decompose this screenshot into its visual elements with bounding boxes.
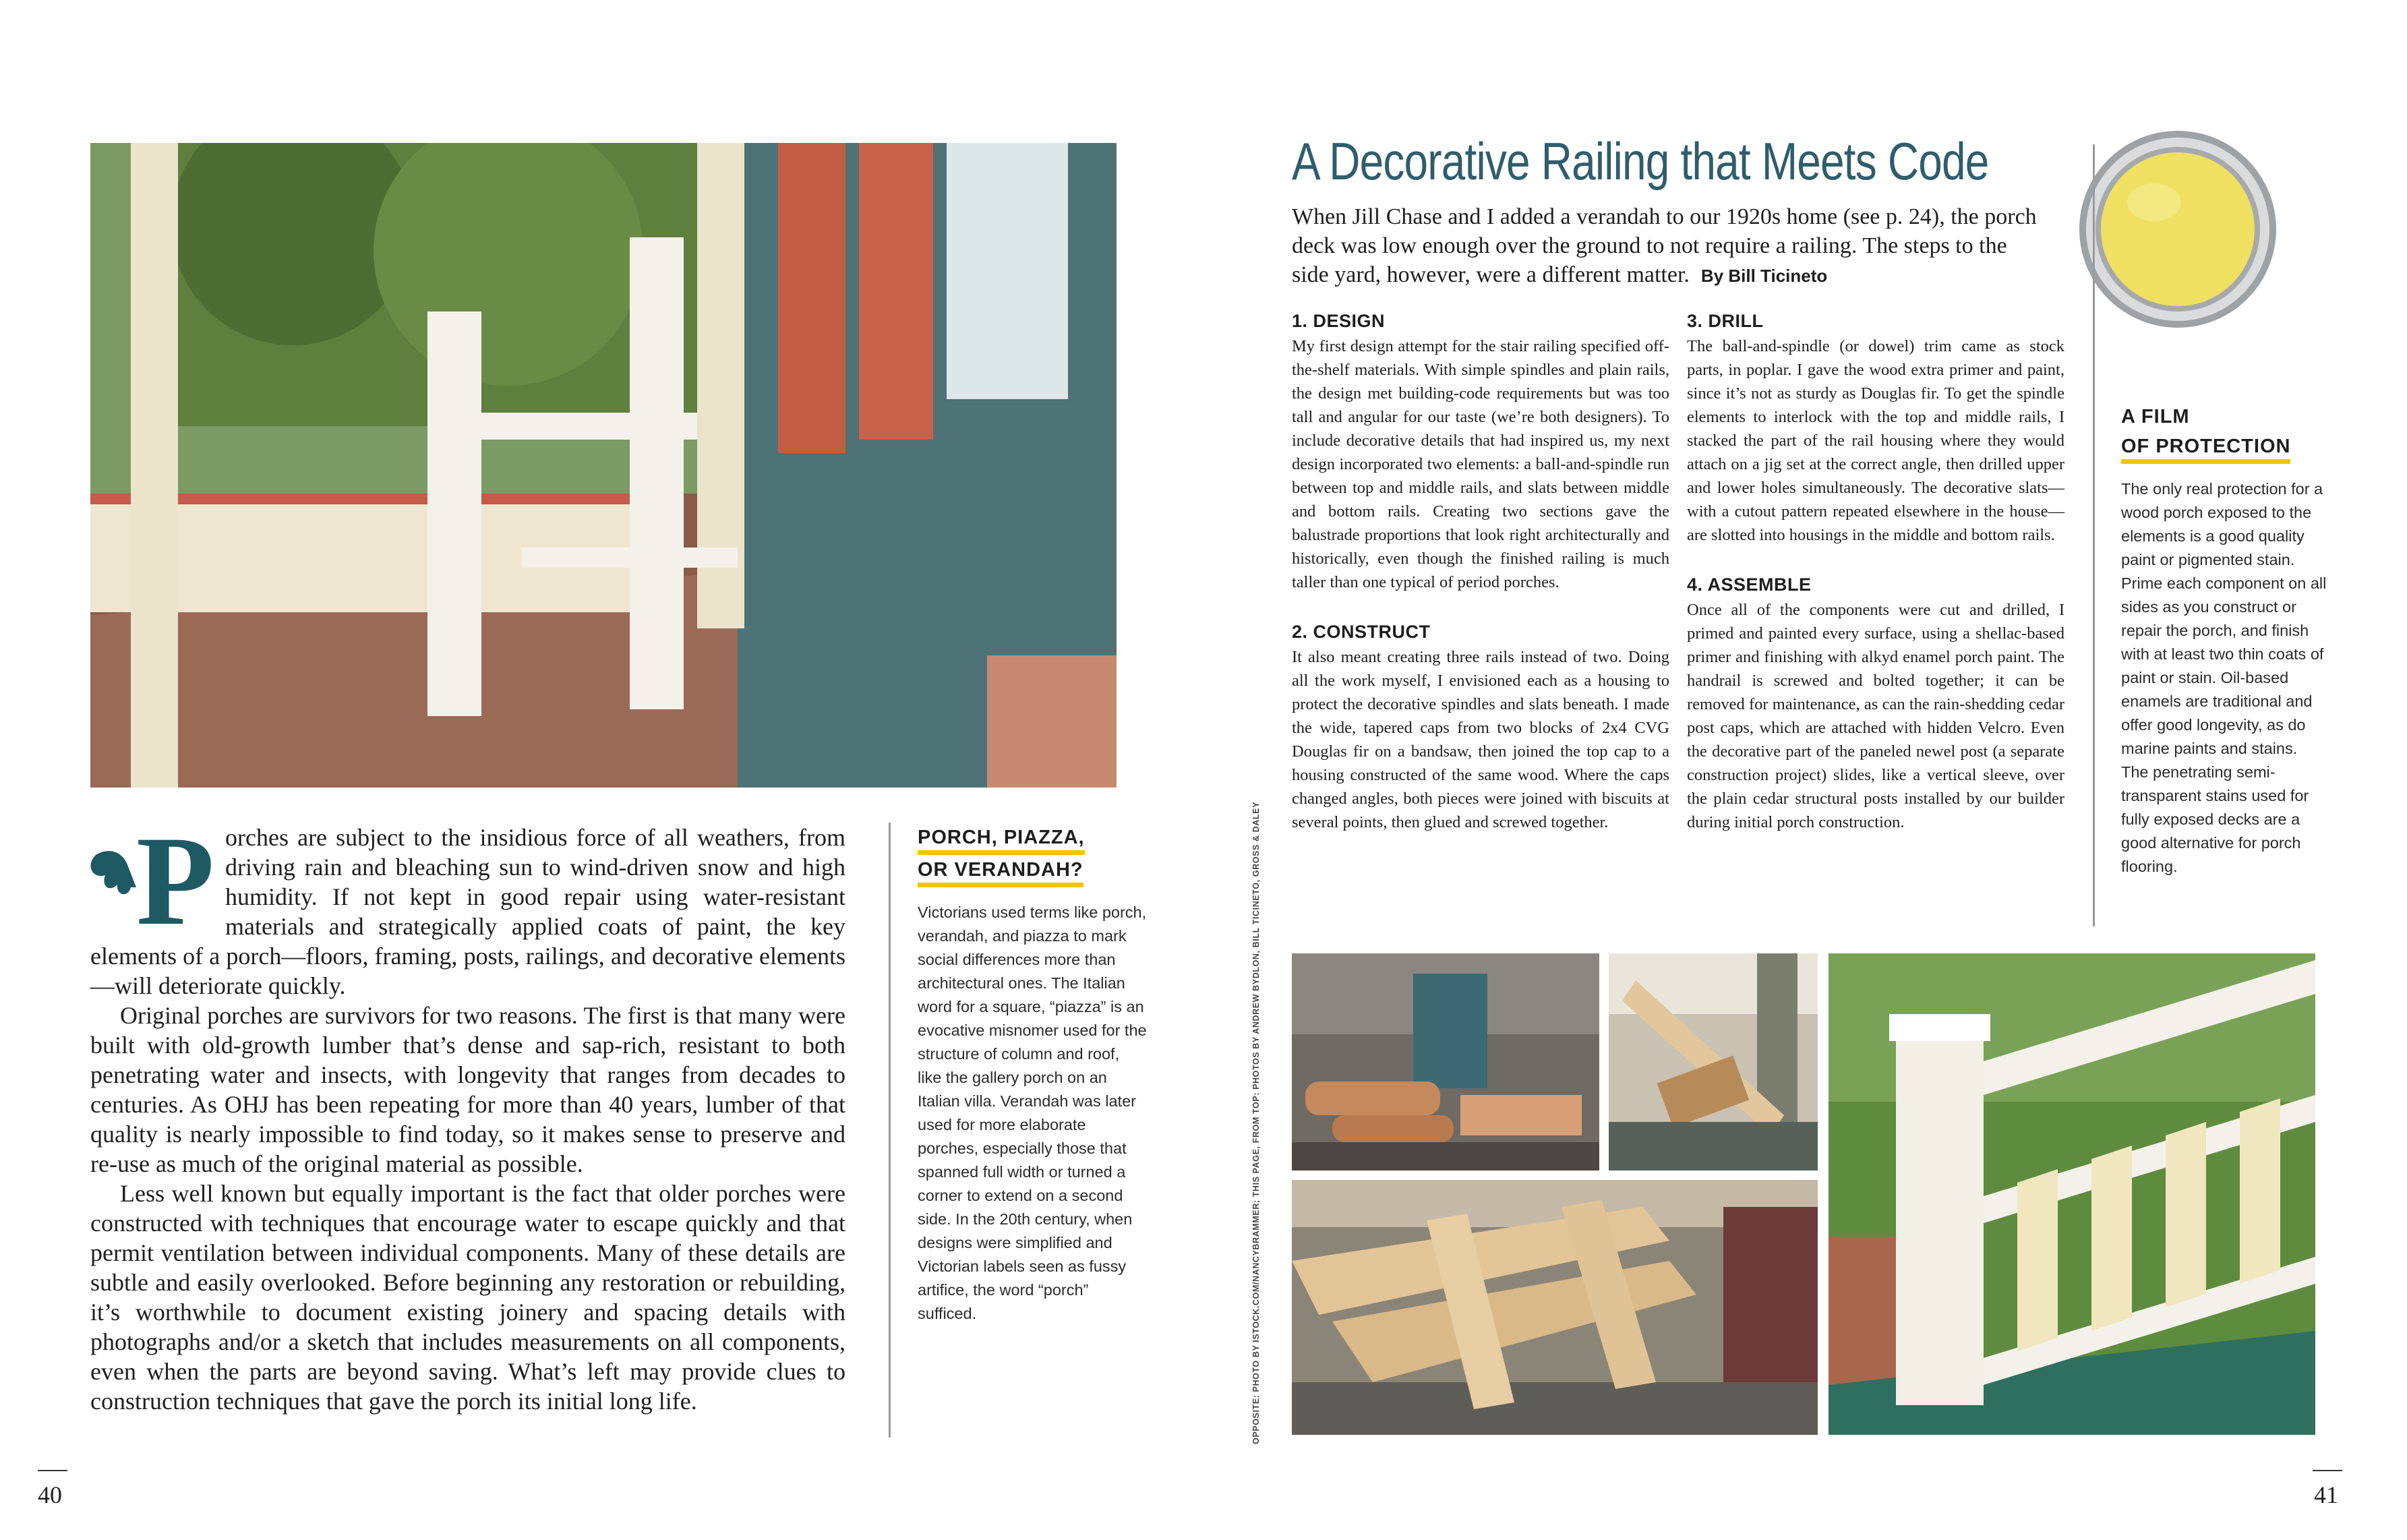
- page-rule-right: [2313, 1470, 2342, 1471]
- railing-assembly-photo: [1292, 1180, 1818, 1435]
- body-paragraph-3: Less well known but equally important is the fact that older porches were constructed with techniques that encourage water to escape quickly and that permit ventilation between individual components. Many of these details are subtle and easily overlooked. Before beginning any restoration or rebuilding, it’s worthwhile to document existing joinery and spacing details with photographs and/or a sketch that includes measurements on all components, even when the parts are beyond saving. What’s left may provide clues to construction techniques that gave the porch its initial long life.: [90, 1180, 845, 1415]
- section-text-drill: The ball-and-spindle (or dowel) trim came as stock parts, in poplar. I gave the wood extra primer and paint, since it’s not as sturdy as Douglas fir. To get the spindle elements to interlock with the top and middle rails, I stacked the part of the rail housing where they would attach on a jig set at the correct angle, then drilled upper and lower holes simultaneously. The decorative slats—with a cutout pattern repeated elsewhere in the house—are slotted into housings in the middle and bottom rails.: [1687, 337, 2064, 544]
- photo-credit: OPPOSITE: PHOTO BY ISTOCK.COM/NANCYBRAMMER; THIS PAGE, FROM TOP: PHOTOS BY ANDREW BYDLON, BILL TICINETO, GROSS & DALEY: [1251, 801, 1261, 1444]
- drill-press-photo: [1609, 953, 1818, 1171]
- porch-piazza-sidebar: [889, 823, 1147, 1438]
- porch-rocking-chairs-photo: [90, 143, 1117, 788]
- section-text-construct: It also meant creating three rails instead of two. Doing all the work myself, I envisioned each as a housing to protect the decorative spindles and slats beneath. I made the wide, tapered caps from two blocks of 2x4 CVG Douglas fir on a bandsaw, then joined the top cap to a housing constructed of the same wood. Where the caps changed angles, both pieces were joined with biscuits at several points, then glued and screwed together.: [1292, 648, 1669, 831]
- article-headline: A Decorative Railing that Meets Code: [1292, 131, 1989, 191]
- page-number-right: 41: [2314, 1481, 2338, 1508]
- section-heading-drill: 3. DRILL: [1687, 311, 1764, 331]
- sidebar-title: PORCH, PIAZZA, OR VERANDAH?: [918, 823, 1147, 887]
- film-sidebar-body: The only real protection for a wood porch exposed to the elements is a good quality paint or pigmented stain. Prime each component on all sides as you construct or repair the porch, and finish with at least two thin coats of paint or stain. Oil-based enamels are traditional and offer good longevity, as do marine paints and stains. The penetrating semi-transparent stains used for fully exposed decks are a good alternative for porch flooring.: [2121, 480, 2327, 875]
- film-sidebar-title: A FILM OF PROTECTION: [2121, 402, 2327, 464]
- body-paragraph-1: orches are subject to the insidious force of all weathers, from driving rain and bleaching sun to wind-driven snow and high humidity. If not kept in good repair using water-resistant materials and strategically applied coats of paint, the key elements of a porch—floors, framing, posts, railings, and decorative elements—will deteriorate quickly.: [90, 824, 845, 999]
- body-text: [90, 823, 845, 1416]
- body-paragraph-2: Original porches are survivors for two reasons. The first is that many were built with old-growth lumber that’s dense and sap-rich, resistant to both penetrating water and insects, with longevity that ranges from decades to centuries. As OHJ has been repeating for more than 40 years, lumber of that quality is nearly impossible to find today, so it makes sense to preserve and re-use as much of the original material as possible.: [90, 1002, 845, 1177]
- column-right: [1687, 307, 2064, 834]
- page-number-left: 40: [38, 1481, 62, 1508]
- section-heading-design: 1. DESIGN: [1292, 311, 1386, 331]
- dropcap-p: [86, 823, 221, 941]
- finished-railing-photo: [1829, 953, 2315, 1435]
- page-rule-left: [38, 1470, 67, 1471]
- article-deck: When Jill Chase and I added a verandah to our 1920s home (see p. 24), the porch deck was low enough over the ground to not require a railing. The steps to the side yard, however, were a different matter. By Bill Ticineto: [1292, 204, 2037, 287]
- section-heading-assemble: 4. ASSEMBLE: [1687, 574, 1812, 595]
- section-heading-construct: 2. CONSTRUCT: [1292, 622, 1431, 642]
- bandsaw-workshop-photo: [1292, 953, 1599, 1171]
- sidebar-body: Victorians used terms like porch, verandah, and piazza to mark social differences more than architectural ones. The Italian word for a square, “piazza” is an evocative misnomer used for the structure of column and roof, like the gallery porch on an Italian villa. Verandah was later used for more elaborate porches, especially those that spanned full width or turned a corner to extend on a second side. In the 20th century, when designs were simplified and Victorian labels seen as fussy artifice, the word “porch” sufficed.: [918, 904, 1147, 1322]
- byline: By Bill Ticineto: [1700, 266, 1828, 286]
- svg-text:P: P: [136, 823, 215, 941]
- film-of-protection-sidebar: [2121, 402, 2327, 879]
- section-text-design: My first design attempt for the stair railing specified off-the-shelf materials. With simple spindles and plain rails, the design met building-code requirements but was too tall and angular for our taste (we’re both designers). To include decorative details that had inspired us, my next design incorporated two elements: a ball-and-spindle run between top and middle rails, and slats between middle and bottom rails. Creating two sections gave the balustrade proportions that look right architecturally and historically, even though the finished railing is much taller than one typical of period porches.: [1292, 337, 1669, 591]
- section-text-assemble: Once all of the components were cut and drilled, I primed and painted every surface, using a shellac-based primer and finishing with alkyd enamel porch paint. The handrail is screwed and bolted together; it can be removed for maintenance, as can the rain-shedding cedar post caps, which are attached with hidden Velcro. Even the decorative part of the paneled newel post (a separate construction project) slides, like a vertical sleeve, over the plain cedar structural posts installed by our builder during initial porch construction.: [1687, 601, 2064, 831]
- column-left: [1292, 307, 1669, 834]
